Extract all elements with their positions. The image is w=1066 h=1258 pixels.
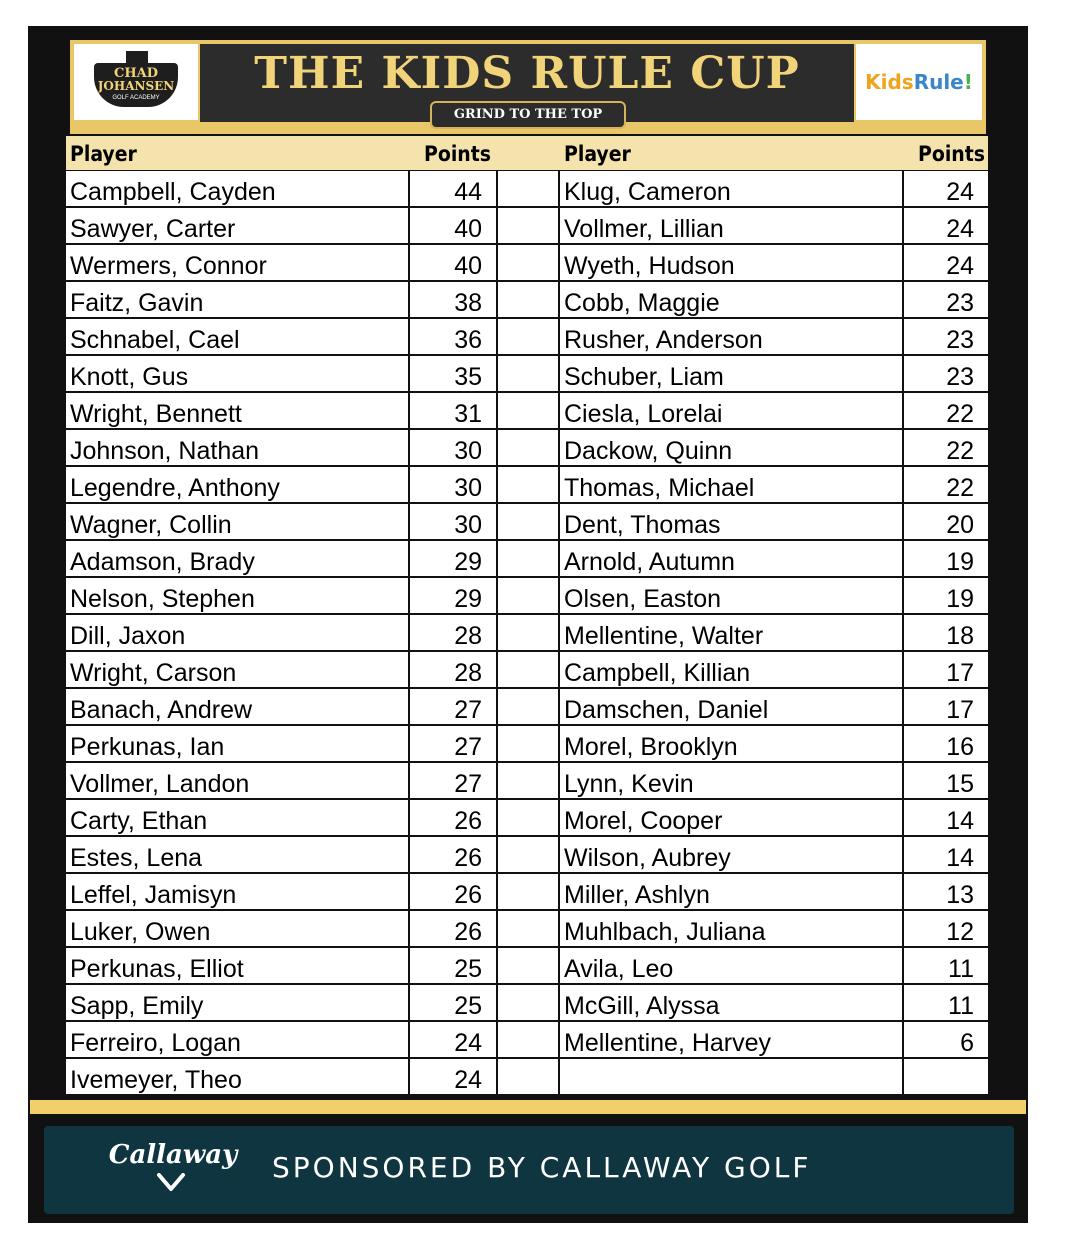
left-player-name: Adamson, Brady xyxy=(66,541,408,576)
left-player-points: 24 xyxy=(410,1022,496,1057)
table-row xyxy=(66,430,988,467)
page-title: THE KIDS RULE CUP xyxy=(254,48,800,99)
right-player-name: Morel, Brooklyn xyxy=(560,726,902,761)
tagline-badge: GRIND TO THE TOP xyxy=(430,101,626,129)
left-player-points: 44 xyxy=(410,171,496,206)
header-points-right: Points xyxy=(918,142,986,166)
spacer-cell xyxy=(498,726,558,761)
table-row xyxy=(66,393,988,430)
left-player-name: Perkunas, Ian xyxy=(66,726,408,761)
left-player-points: 31 xyxy=(410,393,496,428)
spacer-cell xyxy=(498,393,558,428)
table-row xyxy=(66,874,988,911)
spacer-cell xyxy=(498,504,558,539)
table-row xyxy=(66,800,988,837)
left-player-points: 25 xyxy=(410,985,496,1020)
left-player-name: Estes, Lena xyxy=(66,837,408,872)
left-player-points: 29 xyxy=(410,541,496,576)
table-row xyxy=(66,245,988,282)
rule-text: Rule xyxy=(913,70,964,94)
left-player-points: 25 xyxy=(410,948,496,983)
left-player-points: 27 xyxy=(410,689,496,724)
right-player-points: 12 xyxy=(904,911,988,946)
right-player-points: 11 xyxy=(904,985,988,1020)
right-player-name: Rusher, Anderson xyxy=(560,319,902,354)
left-player-name: Knott, Gus xyxy=(66,356,408,391)
right-player-name: Lynn, Kevin xyxy=(560,763,902,798)
chad-johansen-logo xyxy=(74,44,198,120)
bang-text: ! xyxy=(963,70,973,94)
left-player-points: 24 xyxy=(410,1059,496,1094)
right-player-points: 19 xyxy=(904,541,988,576)
left-player-name: Schnabel, Cael xyxy=(66,319,408,354)
right-player-points: 18 xyxy=(904,615,988,650)
header-points-left: Points xyxy=(424,142,492,166)
right-player-name: Wyeth, Hudson xyxy=(560,245,902,280)
kids-text: Kids xyxy=(865,70,914,94)
left-player-points: 29 xyxy=(410,578,496,613)
right-player-name: Muhlbach, Juliana xyxy=(560,911,902,946)
left-player-name: Perkunas, Elliot xyxy=(66,948,408,983)
table-row xyxy=(66,652,988,689)
left-player-points: 40 xyxy=(410,245,496,280)
table-row xyxy=(66,689,988,726)
spacer-cell xyxy=(498,319,558,354)
left-player-points: 28 xyxy=(410,615,496,650)
right-player-points: 23 xyxy=(904,282,988,317)
spacer-cell xyxy=(498,245,558,280)
spacer-cell xyxy=(498,615,558,650)
table-row xyxy=(66,948,988,985)
left-player-name: Vollmer, Landon xyxy=(66,763,408,798)
spacer-cell xyxy=(498,578,558,613)
left-player-name: Carty, Ethan xyxy=(66,800,408,835)
right-player-points: 23 xyxy=(904,356,988,391)
right-player-name: Dackow, Quinn xyxy=(560,430,902,465)
left-player-points: 27 xyxy=(410,726,496,761)
left-player-name: Legendre, Anthony xyxy=(66,467,408,502)
left-player-name: Ferreiro, Logan xyxy=(66,1022,408,1057)
right-player-points: 11 xyxy=(904,948,988,983)
logo-line-2: JOHANSEN xyxy=(97,79,175,93)
right-player-points: 24 xyxy=(904,208,988,243)
right-player-name: McGill, Alyssa xyxy=(560,985,902,1020)
table-row xyxy=(66,504,988,541)
left-player-points: 26 xyxy=(410,800,496,835)
table-row xyxy=(66,1059,988,1096)
table-row xyxy=(66,726,988,763)
spacer-cell xyxy=(498,652,558,687)
table-row xyxy=(66,837,988,874)
left-player-points: 26 xyxy=(410,874,496,909)
right-player-points: 15 xyxy=(904,763,988,798)
left-player-name: Faitz, Gavin xyxy=(66,282,408,317)
right-player-points xyxy=(904,1059,988,1094)
kids-rule-logo xyxy=(856,44,982,120)
kids-rule-wordmark xyxy=(865,70,973,94)
spacer-cell xyxy=(498,430,558,465)
right-player-points: 13 xyxy=(904,874,988,909)
table-row xyxy=(66,615,988,652)
right-player-name: Mellentine, Harvey xyxy=(560,1022,902,1057)
right-player-name: Cobb, Maggie xyxy=(560,282,902,317)
spacer-cell xyxy=(498,1022,558,1057)
left-player-points: 26 xyxy=(410,837,496,872)
right-player-name xyxy=(560,1059,902,1094)
right-player-name: Arnold, Autumn xyxy=(560,541,902,576)
right-player-name: Mellentine, Walter xyxy=(560,615,902,650)
table-row xyxy=(66,171,988,208)
spacer-cell xyxy=(498,541,558,576)
header-player-left: Player xyxy=(70,142,137,166)
table-row xyxy=(66,985,988,1022)
right-player-name: Schuber, Liam xyxy=(560,356,902,391)
right-player-points: 19 xyxy=(904,578,988,613)
right-player-points: 14 xyxy=(904,800,988,835)
right-player-name: Campbell, Killian xyxy=(560,652,902,687)
spacer-cell xyxy=(498,1059,558,1094)
right-player-points: 17 xyxy=(904,689,988,724)
spacer-cell xyxy=(498,356,558,391)
spacer-cell xyxy=(498,948,558,983)
spacer-cell xyxy=(498,689,558,724)
table-row xyxy=(66,541,988,578)
spacer-cell xyxy=(498,282,558,317)
right-player-name: Klug, Cameron xyxy=(560,171,902,206)
right-player-points: 16 xyxy=(904,726,988,761)
table-row xyxy=(66,1022,988,1059)
right-player-points: 17 xyxy=(904,652,988,687)
table-row xyxy=(66,911,988,948)
right-player-name: Wilson, Aubrey xyxy=(560,837,902,872)
left-player-points: 35 xyxy=(410,356,496,391)
right-player-name: Ciesla, Lorelai xyxy=(560,393,902,428)
left-player-name: Luker, Owen xyxy=(66,911,408,946)
left-player-name: Dill, Jaxon xyxy=(66,615,408,650)
right-player-points: 22 xyxy=(904,430,988,465)
left-player-points: 30 xyxy=(410,430,496,465)
right-player-name: Damschen, Daniel xyxy=(560,689,902,724)
spacer-cell xyxy=(498,171,558,206)
right-player-points: 20 xyxy=(904,504,988,539)
left-player-name: Campbell, Cayden xyxy=(66,171,408,206)
left-player-points: 36 xyxy=(410,319,496,354)
left-player-points: 30 xyxy=(410,467,496,502)
spacer-cell xyxy=(498,208,558,243)
left-player-name: Banach, Andrew xyxy=(66,689,408,724)
right-player-name: Miller, Ashlyn xyxy=(560,874,902,909)
table-row xyxy=(66,356,988,393)
spacer-cell xyxy=(498,800,558,835)
footer-gold-strip xyxy=(30,1100,1026,1114)
sponsor-text: SPONSORED BY CALLAWAY GOLF xyxy=(272,1151,812,1184)
right-player-points: 24 xyxy=(904,171,988,206)
table-row xyxy=(66,208,988,245)
left-player-name: Sawyer, Carter xyxy=(66,208,408,243)
table-row xyxy=(66,578,988,615)
left-player-points: 26 xyxy=(410,911,496,946)
left-player-name: Nelson, Stephen xyxy=(66,578,408,613)
header-player-right: Player xyxy=(564,142,631,166)
left-player-name: Leffel, Jamisyn xyxy=(66,874,408,909)
right-player-name: Dent, Thomas xyxy=(560,504,902,539)
golf-academy-badge-icon xyxy=(88,49,184,115)
right-player-name: Morel, Cooper xyxy=(560,800,902,835)
left-player-points: 38 xyxy=(410,282,496,317)
right-player-points: 24 xyxy=(904,245,988,280)
table-row xyxy=(66,763,988,800)
table-row xyxy=(66,282,988,319)
left-player-name: Wright, Bennett xyxy=(66,393,408,428)
left-player-points: 40 xyxy=(410,208,496,243)
spacer-cell xyxy=(498,467,558,502)
callaway-logo: Callaway xyxy=(108,1140,238,1170)
callaway-chevron-icon xyxy=(156,1170,186,1194)
right-player-points: 14 xyxy=(904,837,988,872)
spacer-cell xyxy=(498,837,558,872)
spacer-cell xyxy=(498,985,558,1020)
right-player-points: 22 xyxy=(904,467,988,502)
right-player-points: 6 xyxy=(904,1022,988,1057)
right-player-points: 22 xyxy=(904,393,988,428)
right-player-name: Avila, Leo xyxy=(560,948,902,983)
left-player-name: Wright, Carson xyxy=(66,652,408,687)
right-player-name: Olsen, Easton xyxy=(560,578,902,613)
spacer-cell xyxy=(498,911,558,946)
left-player-name: Wermers, Connor xyxy=(66,245,408,280)
table-row xyxy=(66,467,988,504)
right-player-points: 23 xyxy=(904,319,988,354)
table-header-row xyxy=(66,136,988,170)
left-player-name: Wagner, Collin xyxy=(66,504,408,539)
spacer-cell xyxy=(498,874,558,909)
logo-line-3: GOLF ACADEMY xyxy=(112,95,160,101)
right-player-name: Thomas, Michael xyxy=(560,467,902,502)
left-player-name: Johnson, Nathan xyxy=(66,430,408,465)
spacer-cell xyxy=(498,763,558,798)
left-player-points: 27 xyxy=(410,763,496,798)
right-player-name: Vollmer, Lillian xyxy=(560,208,902,243)
logo-line-1: CHAD xyxy=(114,66,158,81)
left-player-name: Ivemeyer, Theo xyxy=(66,1059,408,1094)
left-player-name: Sapp, Emily xyxy=(66,985,408,1020)
left-player-points: 28 xyxy=(410,652,496,687)
table-row xyxy=(66,319,988,356)
left-player-points: 30 xyxy=(410,504,496,539)
